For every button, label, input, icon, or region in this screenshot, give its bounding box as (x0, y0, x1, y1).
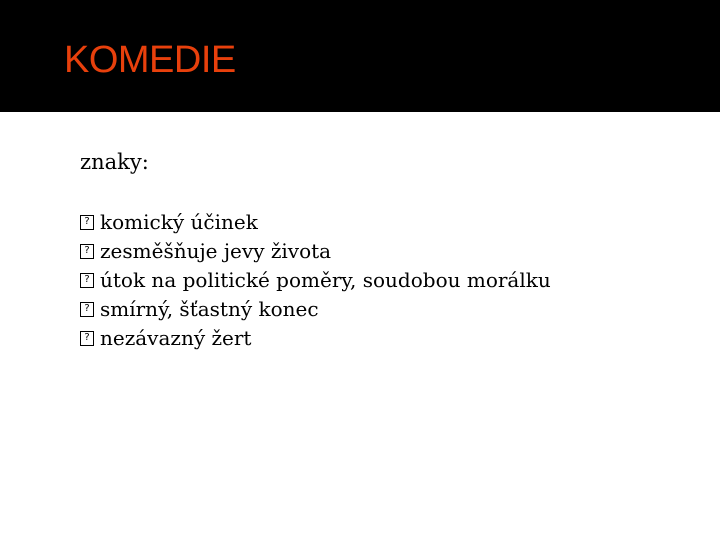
bullet-text: komický účinek (100, 209, 258, 234)
list-item (80, 207, 551, 236)
missing-glyph-box-icon (80, 273, 94, 288)
slide-title: KOMEDIE (64, 39, 236, 81)
list-item (80, 294, 551, 323)
missing-glyph-box-icon (80, 244, 94, 259)
bullet-text: zesměšňuje jevy života (100, 238, 332, 263)
missing-glyph-box-icon (80, 215, 94, 230)
bullet-text: útok na politické poměry, soudobou morálku (100, 267, 551, 292)
list-item (80, 236, 551, 265)
list-item (80, 323, 551, 352)
list-item (80, 265, 551, 294)
missing-glyph-box-icon (80, 302, 94, 317)
bullet-list (80, 207, 551, 352)
subheading: znaky: (80, 150, 149, 174)
bullet-text: smírný, šťastný konec (100, 296, 319, 321)
bullet-text: nezávazný žert (100, 325, 252, 350)
missing-glyph-box-icon (80, 331, 94, 346)
